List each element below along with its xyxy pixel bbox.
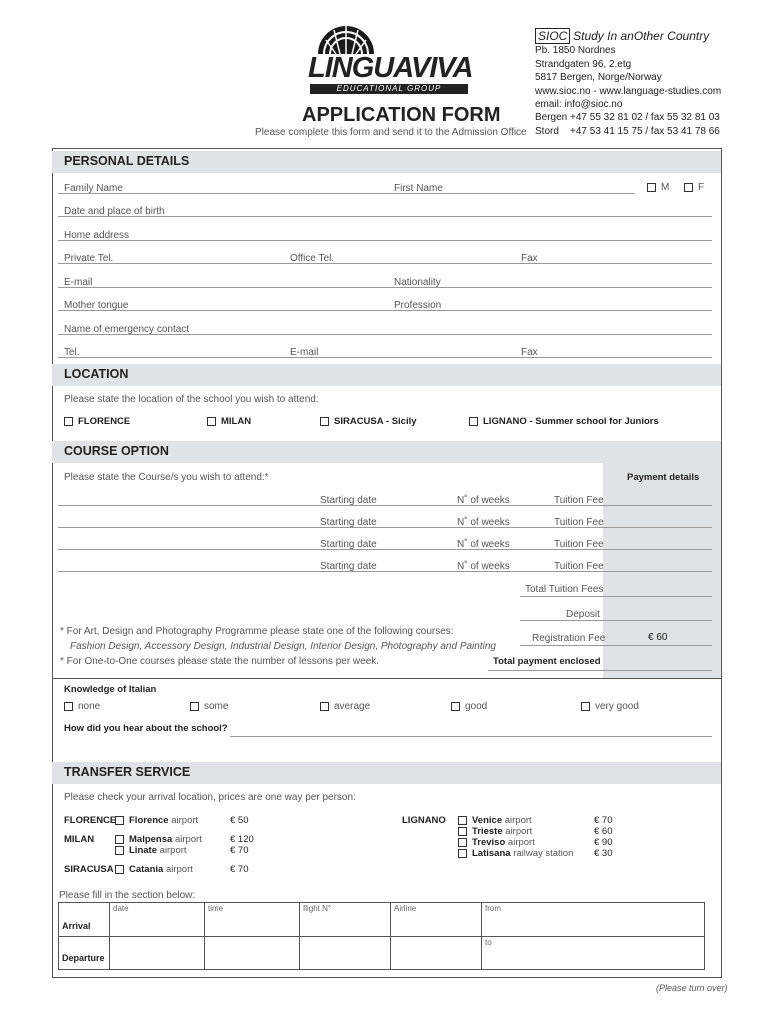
emergency-label: Name of emergency contact [64, 324, 190, 335]
weeks-label: N˚ of weeks [457, 539, 510, 550]
arrival-from-cell[interactable] [481, 902, 705, 937]
course-note-art-list: Fashion Design, Accessory Design, Industrial Design, Interior Design, Photography and Painting [70, 641, 496, 652]
divider [52, 678, 722, 679]
date-header: date [113, 904, 129, 913]
airport-name: Catania [129, 864, 164, 875]
agency-line: Pb. 1850 Nordnes [535, 45, 616, 57]
airport-word: airport [505, 826, 533, 837]
travel-table [58, 902, 705, 970]
course-prompt: Please state the Course/s you wish to attend:* [64, 472, 269, 483]
agency-line: 5817 Bergen, Norge/Norway [535, 72, 662, 84]
departure-airline-cell[interactable] [390, 936, 482, 970]
arrival-label-cell [58, 902, 110, 937]
airport-word: airport [171, 815, 199, 826]
catania-price: € 70 [230, 864, 249, 875]
malpensa-option[interactable] [115, 834, 202, 845]
to-header: to [485, 938, 492, 947]
flight-header: flight N° [303, 904, 332, 913]
station-name: Latisana [472, 848, 511, 859]
location-header [52, 364, 721, 386]
starting-date-label: Starting date [320, 517, 377, 528]
checkbox[interactable] [320, 417, 329, 426]
mother-tongue-label: Mother tongue [64, 300, 129, 311]
course-row-field[interactable] [58, 527, 712, 528]
checkbox[interactable] [64, 417, 73, 426]
email-label: E-mail [64, 277, 93, 288]
airport-word: airport [159, 845, 187, 856]
family-name-label: Family Name [64, 183, 123, 194]
emergency-contact-field[interactable] [58, 357, 712, 358]
latisana-price: € 30 [594, 848, 613, 859]
gender-m-label: M [661, 182, 670, 193]
course-row-field[interactable] [58, 505, 712, 506]
agency-name: Study In anOther Country [573, 29, 710, 43]
office-tel-label: Office Tel. [290, 253, 335, 264]
form-title: APPLICATION FORM [302, 104, 501, 126]
weeks-label: N˚ of weeks [457, 561, 510, 572]
departure-date-cell[interactable] [109, 936, 205, 970]
agency-code: SIOC [535, 28, 570, 44]
total-tuition-field[interactable] [520, 596, 712, 597]
airport-name: Treviso [472, 837, 506, 848]
tuition-fee-label: Tuition Fee [554, 495, 604, 506]
hear-label: How did you hear about the school? [64, 723, 228, 734]
arrival-date-cell[interactable] [109, 902, 205, 937]
location-siracusa[interactable] [320, 416, 417, 427]
starting-date-label: Starting date [320, 561, 377, 572]
checkbox[interactable] [458, 838, 467, 847]
catania-option[interactable] [115, 864, 193, 875]
departure-label-cell [58, 936, 110, 970]
form-subtitle: Please complete this form and send it to the Admission Office [255, 127, 527, 138]
fax-label: Fax [521, 253, 538, 264]
option-label: MILAN [221, 416, 252, 427]
starting-date-label: Starting date [320, 539, 377, 550]
location-florence[interactable] [64, 416, 130, 427]
course-row-field[interactable] [58, 549, 712, 550]
logo-brand: LINGUAVIVA [308, 52, 473, 84]
gender-f-label: F [698, 182, 705, 193]
checkbox[interactable] [115, 835, 124, 844]
departure-time-cell[interactable] [204, 936, 300, 970]
agency-line: email: info@sioc.no [535, 99, 623, 111]
dob-label: Date and place of birth [64, 206, 165, 217]
trieste-option[interactable] [458, 826, 532, 837]
airport-word: airport [504, 815, 532, 826]
linate-price: € 70 [230, 845, 249, 856]
total-payment-label: Total payment enclosed [493, 656, 601, 667]
level-label: very good [595, 701, 639, 712]
section-title: PERSONAL DETAILS [64, 154, 190, 168]
option-label: SIRACUSA - Sicily [334, 416, 417, 427]
linate-option[interactable] [115, 845, 187, 856]
checkbox[interactable] [115, 865, 124, 874]
turn-over-note: (Please turn over) [656, 983, 728, 993]
tel-label: Tel. [64, 347, 80, 358]
treviso-option[interactable] [458, 837, 535, 848]
level-label: some [204, 701, 229, 712]
total-payment-field[interactable] [488, 670, 712, 671]
payment-details-label: Payment details [627, 472, 700, 483]
airline-header: Airline [394, 904, 417, 913]
fill-prompt: Please fill in the section below: [59, 890, 196, 901]
station-word: railway station [513, 848, 574, 859]
nationality-label: Nationality [394, 277, 441, 288]
dob-field[interactable] [58, 216, 712, 217]
trieste-price: € 60 [594, 826, 613, 837]
email2-label: E-mail [290, 347, 319, 358]
milan-label: MILAN [64, 834, 95, 845]
level-none[interactable] [64, 701, 100, 712]
address-label: Home address [64, 230, 130, 241]
emergency-field[interactable] [58, 334, 712, 335]
venice-option[interactable] [458, 815, 532, 826]
departure-to-cell[interactable] [481, 936, 705, 970]
course-note-one-to-one: * For One-to-One courses please state the number of lessons per week. [60, 656, 380, 667]
agency-line: Strandgaten 96, 2.etg [535, 58, 632, 70]
malpensa-price: € 120 [230, 834, 254, 845]
florence-price: € 50 [230, 815, 249, 826]
checkbox[interactable] [64, 702, 73, 711]
first-name-label: First Name [394, 183, 443, 194]
registration-fee-amount: € 60 [648, 632, 668, 643]
location-lignano[interactable] [469, 416, 659, 427]
private-tel-label: Private Tel. [64, 253, 114, 264]
airport-word: airport [174, 834, 202, 845]
logo [308, 14, 478, 94]
section-title: COURSE OPTION [64, 444, 169, 458]
starting-date-label: Starting date [320, 495, 377, 506]
level-label: good [465, 701, 488, 712]
knowledge-title: Knowledge of Italian [64, 684, 157, 695]
transfer-header [52, 762, 721, 784]
agency-block [535, 30, 755, 138]
venice-price: € 70 [594, 815, 613, 826]
checkbox[interactable] [458, 827, 467, 836]
deposit-label: Deposit [566, 609, 600, 620]
airport-name: Trieste [472, 826, 503, 837]
agency-line: Stord +47 53 41 15 75 / fax 53 41 78 66 [535, 125, 720, 137]
airport-name: Venice [472, 815, 503, 826]
email-field[interactable] [58, 287, 712, 288]
weeks-label: N˚ of weeks [457, 517, 510, 528]
transfer-prompt: Please check your arrival location, prices are one way per person: [64, 792, 356, 803]
tuition-fee-label: Tuition Fee [554, 517, 604, 528]
course-row-field[interactable] [58, 571, 712, 572]
personal-details-header [52, 151, 721, 173]
section-title: LOCATION [64, 367, 129, 381]
agency-line: www.sioc.no - www.language-studies.com [535, 85, 722, 97]
section-title: TRANSFER SERVICE [64, 765, 191, 779]
checkbox[interactable] [115, 816, 124, 825]
airport-name: Linate [129, 845, 157, 856]
hear-field[interactable] [230, 736, 712, 737]
level-label: average [334, 701, 371, 712]
level-label: none [78, 701, 101, 712]
registration-fee-field [520, 645, 712, 646]
checkbox[interactable] [684, 183, 693, 192]
tuition-fee-label: Tuition Fee [554, 561, 604, 572]
florence-airport-option[interactable] [115, 815, 198, 826]
departure-label: Departure [62, 953, 105, 963]
from-header: from [485, 904, 501, 913]
florence-label: FLORENCE [64, 815, 117, 826]
treviso-price: € 90 [594, 837, 613, 848]
siracusa-label: SIRACUSA [64, 864, 114, 875]
deposit-field[interactable] [520, 620, 712, 621]
location-milan[interactable] [207, 416, 251, 427]
arrival-flight-cell[interactable] [299, 902, 391, 937]
level-good[interactable] [451, 701, 487, 712]
arrival-airline-cell[interactable] [390, 902, 482, 937]
departure-flight-cell[interactable] [299, 936, 391, 970]
checkbox[interactable] [320, 702, 329, 711]
airport-name: Florence [129, 815, 169, 826]
airport-word: airport [165, 864, 193, 875]
option-label: FLORENCE [78, 416, 131, 427]
profession-label: Profession [394, 300, 442, 311]
time-header: time [208, 904, 224, 913]
address-field[interactable] [58, 240, 712, 241]
checkbox[interactable] [115, 846, 124, 855]
course-header [52, 441, 721, 463]
course-note-art: * For Art, Design and Photography Programme please state one of the following courses: [60, 626, 454, 637]
checkbox[interactable] [207, 417, 216, 426]
option-label: LIGNANO - Summer school for Juniors [483, 416, 659, 427]
phone-field[interactable] [58, 263, 712, 264]
checkbox[interactable] [451, 702, 460, 711]
lignano-label: LIGNANO [402, 815, 446, 826]
globe-logo-icon [316, 14, 376, 56]
checkbox[interactable] [647, 183, 656, 192]
location-prompt: Please state the location of the school you wish to attend: [64, 394, 319, 405]
registration-fee-label: Registration Fee [532, 633, 606, 644]
checkbox[interactable] [581, 702, 590, 711]
gender-f[interactable] [684, 182, 704, 193]
weeks-label: N˚ of weeks [457, 495, 510, 506]
level-very-good[interactable] [581, 701, 639, 712]
agency-line: Bergen +47 55 32 81 02 / fax 55 32 81 03 [535, 112, 720, 124]
checkbox[interactable] [458, 849, 467, 858]
checkbox[interactable] [190, 702, 199, 711]
airport-name: Malpensa [129, 834, 173, 845]
family-name-field[interactable] [58, 193, 635, 194]
tuition-fee-label: Tuition Fee [554, 539, 604, 550]
logo-tagline: EDUCATIONAL GROUP [310, 84, 468, 94]
arrival-time-cell[interactable] [204, 902, 300, 937]
total-tuition-label: Total Tuition Fees [525, 584, 604, 595]
airport-word: airport [507, 837, 535, 848]
checkbox[interactable] [469, 417, 478, 426]
level-average[interactable] [320, 701, 370, 712]
mother-tongue-field[interactable] [58, 310, 712, 311]
arrival-label: Arrival [62, 921, 91, 931]
latisana-option[interactable] [458, 848, 573, 859]
gender-m[interactable] [647, 182, 669, 193]
level-some[interactable] [190, 701, 228, 712]
fax2-label: Fax [521, 347, 538, 358]
checkbox[interactable] [458, 816, 467, 825]
